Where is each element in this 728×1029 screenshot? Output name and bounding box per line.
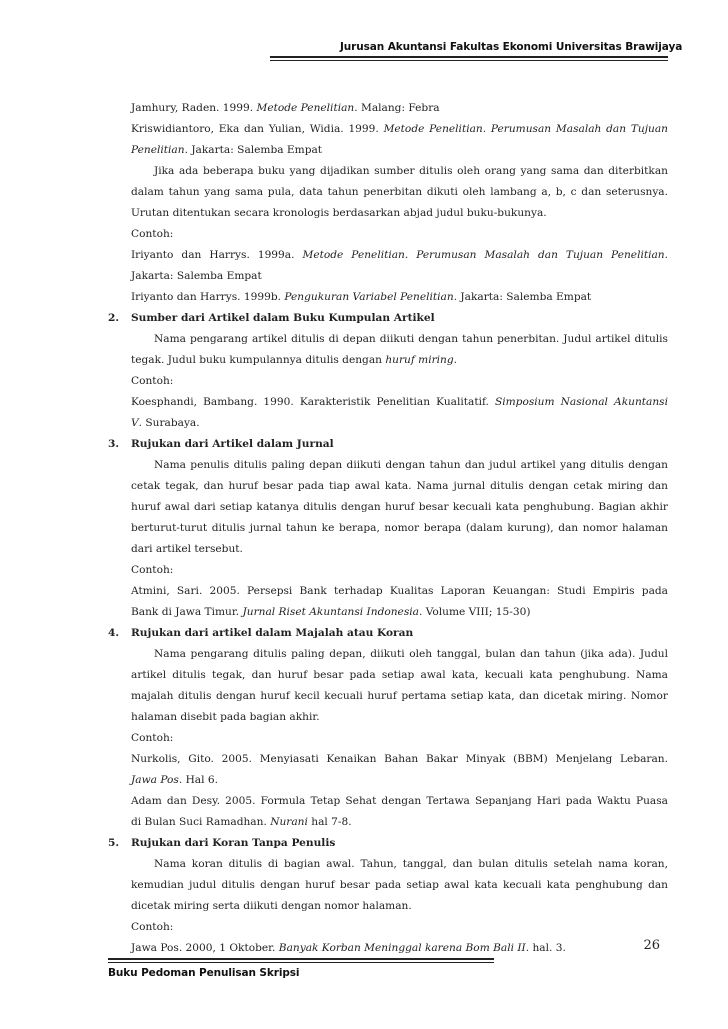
section-heading: 5. Rujukan dari Koran Tanpa Penulis <box>108 837 336 849</box>
section-heading: 4. Rujukan dari artikel dalam Majalah atau Koran <box>108 627 414 639</box>
section-heading: 2. Sumber dari Artikel dalam Buku Kumpulan Artikel <box>108 312 435 324</box>
section-heading: 3. Rujukan dari Artikel dalam Jurnal <box>108 438 334 450</box>
reference-entry: Jawa Pos. 2000, 1 Oktober. Banyak Korban Meninggal karena Bom Bali II. hal. 3. <box>131 942 566 954</box>
reference-entry-cont: di Bulan Suci Ramadhan. Nurani hal 7-8. <box>131 816 352 828</box>
page-number: 26 <box>643 938 660 953</box>
footer-rule-thick <box>108 958 494 960</box>
reference-entry: Atmini, Sari. 2005. Persepsi Bank terhadap Kualitas Laporan Keuangan: Studi Empiris pada <box>131 585 668 597</box>
contoh-label: Contoh: <box>131 564 174 576</box>
reference-entry: Koesphandi, Bambang. 1990. Karakteristik Penelitian Kualitatif. Simposium Nasional Akuntansi <box>131 396 668 408</box>
reference-entry-cont: Jawa Pos. Hal 6. <box>131 774 218 786</box>
section-3 <box>108 434 668 623</box>
reference-entry: Kriswidiantoro, Eka dan Yulian, Widia. 1999. Metode Penelitian. Perumusan Masalah dan Tujuan <box>131 123 668 135</box>
paragraph: Nama penulis ditulis paling depan diikuti dengan tahun dan judul artikel yang ditulis dengan cetak tegak, dan huruf besar pada tiap awal kata. Nama jurnal ditulis dengan cetak miring dan huruf awal dari setiap katanya ditulis dengan huruf besar kecuali kata penghubung. Bagian akhir berturut-turut ditulis jurnal tahun ke berapa, nomor berapa (dalam kurung), dan nomor halaman dari artikel tersebut. <box>131 459 668 555</box>
header-rule-thin <box>270 60 668 61</box>
paragraph: Nama pengarang ditulis paling depan, diikuti oleh tanggal, bulan dan tahun (jika ada). Judul artikel ditulis tegak, dan huruf besar pada setiap awal kata, kecuali kata penghubung. Nama majalah ditulis dengan huruf kecil kecuali huruf pertama setiap kata, dan dicetak miring. Nomor halaman disebit pada bagian akhir. <box>131 648 668 723</box>
paragraph: Jika ada beberapa buku yang dijadikan sumber ditulis oleh orang yang sama dan diterbitkan dalam tahun yang sama pula, data tahun penerbitan dikuti oleh lambang a, b, c dan seterusnya. Urutan ditentukan secara kronologis berdasarkan abjad judul buku-bukunya. <box>131 165 668 219</box>
contoh-label: Contoh: <box>131 921 174 933</box>
section-2 <box>108 308 668 434</box>
reference-entry: Jamhury, Raden. 1999. Metode Penelitian. Malang: Febra <box>131 102 440 114</box>
section-4 <box>108 623 668 833</box>
header-rule-thick <box>270 56 668 58</box>
reference-entry: Nurkolis, Gito. 2005. Menyiasati Kenaikan Bahan Bakar Minyak (BBM) Menjelang Lebaran. <box>131 753 668 765</box>
reference-entry-cont: Bank di Jawa Timur. Jurnal Riset Akuntansi Indonesia. Volume VIII; 15-30) <box>131 606 531 618</box>
reference-entry-cont: Penelitian. Jakarta: Salemba Empat <box>131 144 323 156</box>
reference-entry: Iriyanto dan Harrys. 1999b. Pengukuran Variabel Penelitian. Jakarta: Salemba Empat <box>131 291 592 303</box>
intro-block <box>108 98 668 308</box>
footer-title: Buku Pedoman Penulisan Skripsi <box>108 967 300 979</box>
footer-rule-thin <box>108 962 494 963</box>
header-title: Jurusan Akuntansi Fakultas Ekonomi Universitas Brawijaya <box>340 41 683 53</box>
paragraph: Nama koran ditulis di bagian awal. Tahun, tanggal, dan bulan ditulis setelah nama koran, kemudian judul ditulis dengan huruf besar pada setiap awal kata kecuali kata penghubung dan dicetak miring serta diikuti dengan nomor halaman. <box>131 858 668 912</box>
page-body <box>108 98 668 959</box>
contoh-label: Contoh: <box>131 375 174 387</box>
reference-entry: Iriyanto dan Harrys. 1999a. Metode Penelitian. Perumusan Masalah dan Tujuan Penelitian. <box>131 249 668 261</box>
reference-entry: Adam dan Desy. 2005. Formula Tetap Sehat dengan Tertawa Sepanjang Hari pada Waktu Puasa <box>131 795 668 807</box>
contoh-label: Contoh: <box>131 732 174 744</box>
paragraph: Nama pengarang artikel ditulis di depan diikuti dengan tahun penerbitan. Judul artikel ditulis tegak. Judul buku kumpulannya ditulis dengan huruf miring. <box>131 333 668 366</box>
section-5 <box>108 833 668 959</box>
contoh-label: Contoh: <box>131 228 174 240</box>
reference-entry-cont: V. Surabaya. <box>131 417 200 429</box>
reference-entry-cont: Jakarta: Salemba Empat <box>131 270 262 282</box>
